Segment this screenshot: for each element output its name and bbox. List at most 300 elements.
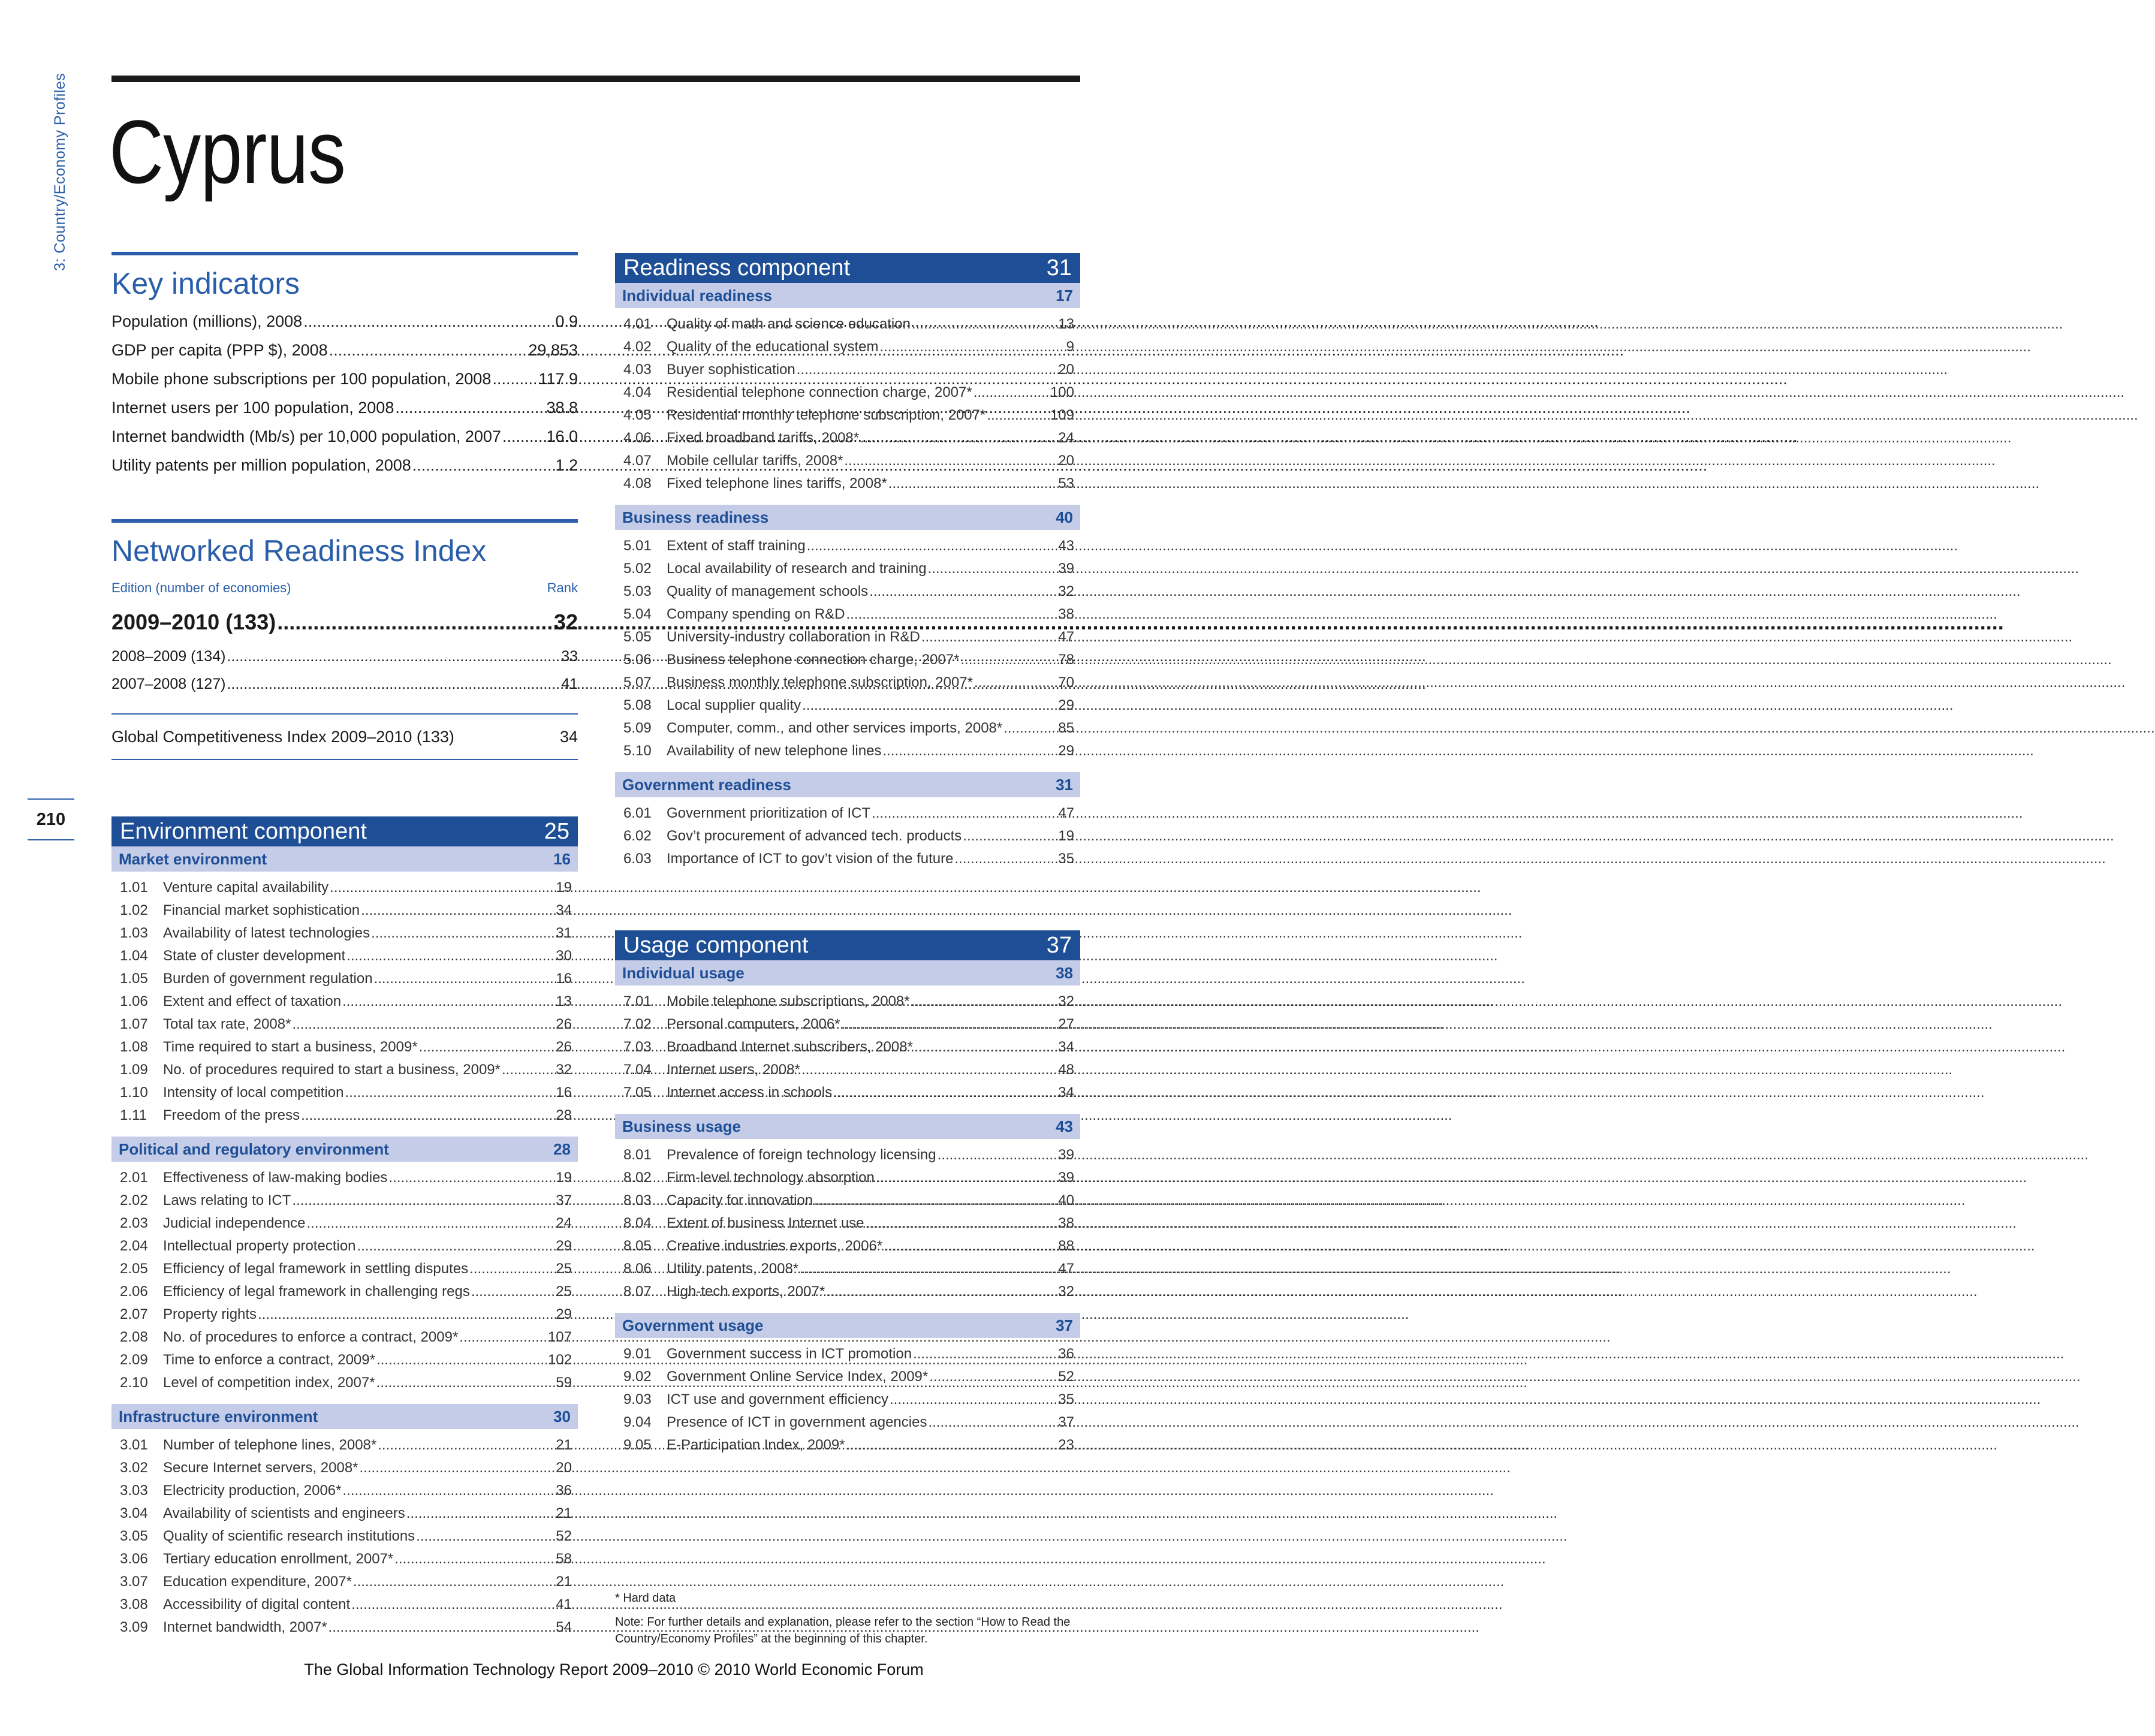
indicator-rank: 21 [556,1574,572,1590]
indicator-row [615,626,1080,649]
indicator-row [111,1013,578,1036]
leader-dots [814,1189,1057,1212]
indicator-number: 3.05 [120,1528,148,1544]
indicator-list [615,1338,1080,1459]
nri-current-edition [111,602,578,643]
indicator-label: Firm-level technology absorption [667,1170,875,1186]
indicator-label: No. of procedures required to start a business, 2009* [163,1062,501,1078]
indicator-label: Financial market sophistication [163,902,360,918]
indicator-label: Importance of ICT to gov’t vision of the future [667,851,954,867]
key-indicator-row-value: 29,853 [528,341,578,359]
indicator-label: Effectiveness of law-making bodies [163,1170,388,1186]
indicator-number: 5.03 [623,583,652,599]
key-indicator-row [111,364,578,393]
leader-dots [277,602,553,643]
subsection-rank: 16 [553,849,571,868]
leader-dots [938,1144,1057,1167]
leader-dots [378,1434,554,1457]
indicator-rank: 31 [556,925,572,941]
section-side-label: 3: Country/Economy Profiles [52,73,68,271]
indicator-number: 8.07 [623,1283,652,1300]
indicator-label: Capacity for innovation [667,1192,813,1208]
subsection-title: Business usage [622,1117,741,1135]
indicator-row [615,1059,1080,1081]
indicator-row [615,671,1080,694]
indicator-rank: 29 [556,1306,572,1322]
leader-dots [1003,717,1057,740]
indicator-rank: 25 [556,1261,572,1277]
indicator-rank: 78 [1058,652,1074,668]
indicator-row [615,1167,1080,1189]
subsection-title: Infrastructure environment [119,1407,318,1425]
indicator-row [615,1280,1080,1303]
nri-edition-header: Edition (number of economies) [111,580,291,595]
indicator-label: Quality of scientific research institutions [163,1528,415,1544]
indicator-row [111,1258,578,1280]
indicator-label: Utility patents, 2008* [667,1261,799,1277]
indicator-label: Education expenditure, 2007* [163,1574,352,1590]
indicator-label: No. of procedures to enforce a contract, 2009* [163,1329,459,1345]
indicator-number: 2.10 [120,1375,148,1391]
indicator-list [615,1139,1080,1306]
indicator-row [615,381,1080,404]
indicator-number: 4.03 [623,361,652,378]
indicator-rank: 53 [1058,475,1074,492]
leader-dots [869,580,1057,603]
leader-dots [376,1372,555,1394]
environment-component-header [111,816,578,846]
indicator-rank: 24 [556,1215,572,1231]
indicator-row [615,1388,1080,1411]
indicator-label: Tertiary education enrollment, 2007* [163,1551,394,1567]
indicator-number: 5.06 [623,652,652,668]
indicator-row [111,1548,578,1571]
leader-dots [301,1104,554,1127]
indicator-number: 1.01 [120,879,148,896]
leader-dots [459,1326,547,1349]
indicator-label: Quality of the educational system [667,339,879,355]
subsection-rank: 17 [1056,286,1073,305]
leader-dots [502,1059,554,1081]
leader-dots [987,404,1049,427]
subsection-title: Individual usage [622,963,745,982]
indicator-label: Internet access in schools [667,1084,833,1101]
indicator-rank: 100 [1050,384,1074,400]
leader-dots [258,1303,554,1326]
indicator-row [615,1189,1080,1212]
indicator-row [111,899,578,922]
indicator-row [615,1258,1080,1280]
indicator-row [111,1372,578,1394]
leader-dots [890,1388,1057,1411]
indicator-label: Judicial independence [163,1215,306,1231]
indicator-rank: 28 [556,1107,572,1123]
leader-dots [911,990,1057,1013]
leader-dots [406,1502,555,1525]
indicator-label: Extent of business Internet use [667,1215,864,1231]
indicator-rank: 36 [556,1482,572,1499]
indicator-rank: 48 [1058,1062,1074,1078]
leader-dots [395,393,545,422]
indicator-label: Business monthly telephone subscription, 2007* [667,674,973,691]
indicator-rank: 26 [556,1039,572,1055]
subsection-rank: 38 [1056,963,1073,982]
indicator-rank: 29 [1058,743,1074,759]
indicator-row [111,1502,578,1525]
subsection-header [615,960,1080,985]
indicator-rank: 29 [1058,697,1074,713]
indicator-rank: 34 [556,902,572,918]
leader-dots [844,450,1057,472]
leader-dots [360,1457,555,1479]
indicator-number: 7.05 [623,1084,652,1101]
indicator-rank: 58 [556,1551,572,1567]
leader-dots [842,1013,1057,1036]
leader-dots [846,1434,1057,1457]
indicator-label: Extent and effect of taxation [163,993,342,1009]
leader-dots [802,694,1057,717]
nri-edition-row-value: 33 [561,648,578,665]
indicator-label: Efficiency of legal framework in challenging regs [163,1283,470,1300]
indicator-rank: 47 [1058,629,1074,645]
indicator-number: 1.05 [120,971,148,987]
indicator-row [615,1081,1080,1104]
indicator-number: 3.04 [120,1505,148,1521]
indicator-label: Property rights [163,1306,257,1322]
indicator-number: 2.04 [120,1238,148,1254]
leader-dots [361,899,554,922]
indicator-rank: 40 [1058,1192,1074,1208]
indicator-number: 2.09 [120,1352,148,1368]
indicator-rank: 52 [556,1528,572,1544]
indicator-rank: 35 [1058,851,1074,867]
indicator-label: Availability of scientists and engineers [163,1505,405,1521]
indicator-label: Venture capital availability [163,879,329,896]
subsection-rank: 28 [553,1140,571,1158]
indicator-rank: 39 [1058,1147,1074,1163]
indicator-number: 3.08 [120,1596,148,1613]
indicator-row [615,557,1080,580]
leader-dots [502,422,545,451]
indicator-row [111,1593,578,1616]
leader-dots [351,1593,554,1616]
indicator-rank: 39 [1058,560,1074,577]
indicator-list [615,530,1080,765]
indicator-number: 9.01 [623,1346,652,1362]
indicator-rank: 36 [1058,1346,1074,1362]
indicator-row [111,945,578,968]
indicator-label: Efficiency of legal framework in settling disputes [163,1261,469,1277]
leader-dots [963,825,1057,848]
indicator-number: 5.08 [623,697,652,713]
indicator-label: Internet bandwidth, 2007* [163,1619,327,1635]
key-indicators-list [111,307,578,480]
subsection-rank: 30 [553,1407,571,1425]
indicator-label: Local supplier quality [667,697,801,713]
indicator-label: Accessibility of digital content [163,1596,351,1613]
indicator-number: 1.02 [120,902,148,918]
leader-dots [416,1525,554,1548]
indicator-row [615,535,1080,557]
indicator-label: Company spending on R&D [667,606,845,622]
indicator-rank: 13 [556,993,572,1009]
indicator-number: 4.01 [623,316,652,332]
usage-component-title: Usage component [623,932,809,958]
indicator-label: Personal computers, 2006* [667,1016,840,1032]
indicator-rank: 20 [1058,453,1074,469]
indicator-rank: 19 [1058,828,1074,844]
indicator-label: Computer, comm., and other services imports, 2008* [667,720,1003,736]
indicator-rank: 109 [1050,407,1074,423]
subsection-title: Market environment [119,849,267,868]
indicator-rank: 39 [1058,1170,1074,1186]
indicator-number: 1.08 [120,1039,148,1055]
top-rule [111,76,1080,82]
country-title: Cyprus [109,101,346,202]
key-indicator-row-value: 16.0 [546,427,578,445]
indicator-number: 2.03 [120,1215,148,1231]
leader-dots [342,990,554,1013]
indicator-number: 8.02 [623,1170,652,1186]
indicator-rank: 47 [1058,805,1074,821]
indicator-label: Fixed telephone lines tariffs, 2008* [667,475,887,492]
leader-dots [973,381,1049,404]
indicator-row [111,1036,578,1059]
readiness-component-header [615,253,1080,283]
indicator-rank: 52 [1058,1369,1074,1385]
indicator-number: 4.04 [623,384,652,400]
indicator-row [615,1411,1080,1434]
indicator-rank: 32 [556,1062,572,1078]
indicator-rank: 26 [556,1016,572,1032]
page-number: 210 [28,798,74,840]
indicator-number: 8.06 [623,1261,652,1277]
indicator-label: State of cluster development [163,948,346,964]
explanation-note: Note: For further details and explanation, please refer to the section “How to Read the Country/Economy Profiles” at the beginning of this chapter. [615,1616,1071,1645]
indicator-label: Availability of latest technologies [163,925,370,941]
nri-current-label: 2009–2010 (133) [111,610,276,634]
indicator-row [615,990,1080,1013]
leader-dots [227,643,560,670]
indicator-number: 1.07 [120,1016,148,1032]
indicator-rank: 38 [1058,606,1074,622]
indicator-label: High-tech exports, 2007* [667,1283,825,1300]
leader-dots [826,1280,1057,1303]
indicator-number: 3.03 [120,1482,148,1499]
key-indicator-row-label: Utility patents per million population, 2008 [111,456,411,474]
leader-dots [328,1616,555,1639]
indicator-number: 8.05 [623,1238,652,1254]
indicator-number: 6.01 [623,805,652,821]
indicator-label: Time required to start a business, 2009* [163,1039,418,1055]
leader-dots [292,1189,554,1212]
indicator-number: 4.06 [623,430,652,446]
indicator-label: Extent of staff training [667,538,806,554]
leader-dots [374,968,555,990]
indicator-rank: 47 [1058,1261,1074,1277]
subsection-header [615,1114,1080,1139]
usage-component-header [615,930,1080,960]
indicator-number: 6.03 [623,851,652,867]
leader-dots [330,876,554,899]
leader-dots [884,1235,1057,1258]
indicator-label: Total tax rate, 2008* [163,1016,291,1032]
leader-dots [376,1349,547,1372]
leader-dots [303,307,554,336]
indicator-label: Intensity of local competition [163,1084,344,1101]
indicator-number: 1.11 [120,1107,147,1123]
leader-dots [388,1167,554,1189]
indicator-rank: 32 [1058,993,1074,1009]
indicator-row [111,1059,578,1081]
indicator-label: Government Online Service Index, 2009* [667,1369,929,1385]
indicator-number: 2.05 [120,1261,148,1277]
indicator-row [111,1189,578,1212]
key-indicator-row [111,422,578,451]
indicator-number: 6.02 [623,828,652,844]
indicator-number: 9.04 [623,1414,652,1430]
environment-component-title: Environment component [120,818,367,844]
usage-component-rank: 37 [1046,932,1072,958]
indicator-number: 8.04 [623,1215,652,1231]
indicator-list [615,797,1080,873]
indicator-number: 2.07 [120,1306,148,1322]
indicator-number: 9.03 [623,1391,652,1408]
key-indicators-title: Key indicators [111,267,300,300]
leader-dots [921,626,1057,649]
indicator-row [111,1303,578,1326]
leader-dots [329,336,528,364]
indicator-label: E-Participation Index, 2009* [667,1437,845,1453]
indicator-label: Level of competition index, 2007* [163,1375,375,1391]
leader-dots [353,1571,554,1593]
indicator-row [615,848,1080,870]
indicator-number: 3.09 [120,1619,148,1635]
indicator-rank: 23 [1058,1437,1074,1453]
indicator-number: 3.06 [120,1551,148,1567]
leader-dots [846,603,1057,626]
indicator-number: 7.03 [623,1039,652,1055]
indicator-row [615,358,1080,381]
indicator-rank: 41 [556,1596,572,1613]
indicator-number: 1.09 [120,1062,148,1078]
indicator-row [615,404,1080,427]
indicator-label: Mobile cellular tariffs, 2008* [667,453,843,469]
indicator-label: Electricity production, 2006* [163,1482,342,1499]
leader-dots [394,1548,554,1571]
leader-dots [928,1411,1057,1434]
indicator-label: Burden of government regulation [163,971,373,987]
indicator-label: Local availability of research and training [667,560,927,577]
indicator-row [111,1479,578,1502]
indicator-rank: 37 [1058,1414,1074,1430]
indicator-row [111,1434,578,1457]
indicator-number: 5.01 [623,538,652,554]
usage-component [615,930,1080,1459]
leader-dots [357,1235,555,1258]
leader-dots [292,1013,554,1036]
indicator-rank: 85 [1058,720,1074,736]
indicator-row [111,876,578,899]
key-indicator-row-value: 117.9 [538,370,578,388]
leader-dots [880,336,1065,358]
nri-rank-header: Rank [547,580,578,595]
key-indicator-row-value: 38.8 [546,399,578,417]
gci-rank: 34 [559,728,578,746]
leader-dots [807,535,1057,557]
indicator-label: Secure Internet servers, 2008* [163,1460,358,1476]
subsection-header [111,1137,578,1162]
subsection-title: Business readiness [622,508,769,526]
indicator-rank: 20 [1058,361,1074,378]
indicator-row [615,694,1080,717]
leader-dots [833,1081,1057,1104]
leader-dots [227,670,560,698]
key-indicator-row-label: Population (millions), 2008 [111,312,303,330]
indicator-label: Laws relating to ICT [163,1192,291,1208]
readiness-component-title: Readiness component [623,255,851,281]
indicator-row [111,922,578,945]
nri-section [111,519,578,760]
indicator-row [615,336,1080,358]
leader-dots [914,1036,1057,1059]
indicator-number: 1.04 [120,948,148,964]
indicator-list [615,985,1080,1107]
subsection-rank: 43 [1056,1117,1073,1135]
indicator-number: 5.10 [623,743,652,759]
indicator-label: Mobile telephone subscriptions, 2008* [667,993,910,1009]
indicator-rank: 27 [1058,1016,1074,1032]
indicator-label: ICT use and government efficiency [667,1391,888,1408]
key-indicator-row [111,336,578,364]
indicator-rank: 19 [556,879,572,896]
indicator-row [111,1235,578,1258]
indicator-row [111,1616,578,1639]
gci-label: Global Competitiveness Index 2009–2010 (133) [111,728,454,746]
leader-dots [419,1036,555,1059]
leader-dots [860,427,1057,450]
indicator-rank: 38 [1058,1215,1074,1231]
indicator-rank: 24 [1058,430,1074,446]
indicator-row [615,1036,1080,1059]
leader-dots [343,1479,555,1502]
indicator-number: 4.02 [623,339,652,355]
leader-dots [307,1212,555,1235]
indicator-number: 8.01 [623,1147,652,1163]
indicator-label: Residential telephone connection charge, 2007* [667,384,972,400]
indicator-row [615,649,1080,671]
subsection-header [615,1313,1080,1338]
indicator-rank: 107 [547,1329,572,1345]
indicator-list [111,872,578,1129]
subsection-title: Government readiness [622,775,791,794]
nri-column-headers [111,580,578,596]
indicator-number: 9.02 [623,1369,652,1385]
nri-previous-editions [111,643,578,698]
indicator-rank: 29 [556,1238,572,1254]
indicator-row [615,1235,1080,1258]
indicator-row [615,1013,1080,1036]
gci-row [111,715,578,759]
nri-title: Networked Readiness Index [111,534,487,568]
indicator-number: 7.01 [623,993,652,1009]
key-indicator-row-label: Internet bandwidth (Mb/s) per 10,000 population, 2007 [111,427,501,445]
leader-dots [872,802,1057,825]
indicator-row [111,1212,578,1235]
indicator-rank: 13 [1058,316,1074,332]
indicator-label: Quality of math and science education [667,316,911,332]
indicator-label: Creative industries exports, 2006* [667,1238,883,1254]
